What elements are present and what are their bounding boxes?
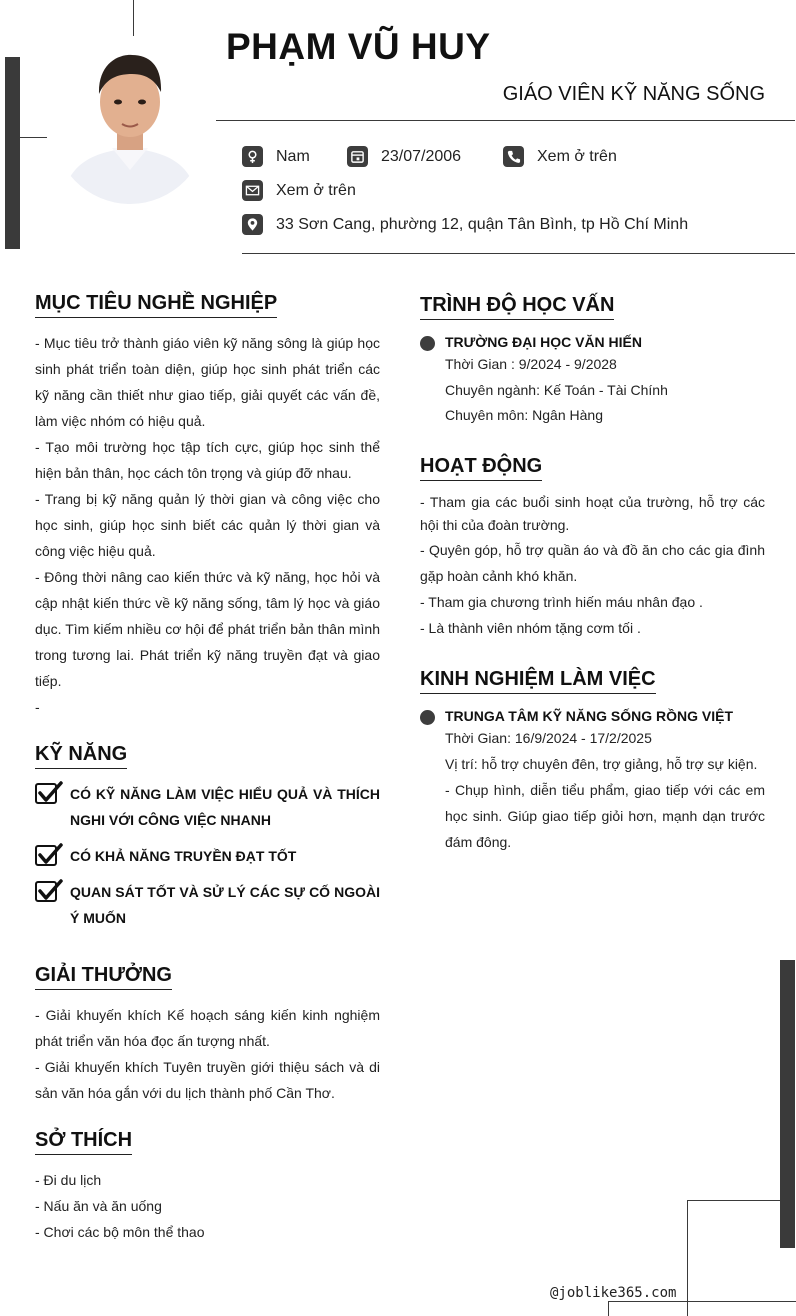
calendar-icon: [347, 146, 368, 167]
skill-text: QUAN SÁT TỐT VÀ SỬ LÝ CÁC SỰ CỐ NGOÀI Ý MUỐN: [70, 884, 380, 926]
job-title: GIÁO VIÊN KỸ NĂNG SỐNG: [502, 83, 765, 105]
contact-divider: [242, 253, 795, 254]
bottom-decor-box: [608, 1301, 796, 1316]
awards-title: GIẢI THƯỞNG: [35, 964, 172, 990]
address-value: 33 Sơn Cang, phường 12, quận Tân Bình, tp Hồ Chí Minh: [276, 215, 689, 233]
hobby-line: - Đi du lịch: [35, 1172, 102, 1188]
left-decor-bar: [5, 57, 20, 249]
skill-item: [35, 879, 380, 931]
checkbox-checked-icon: [35, 843, 63, 867]
watermark-text: @joblike365.com: [550, 1285, 677, 1301]
right-decor-bar: [780, 960, 795, 1248]
gender-icon: [242, 146, 263, 167]
objective-text: [35, 330, 380, 720]
education-entry: [445, 332, 765, 429]
gender-value: Nam: [276, 147, 310, 165]
education-time: Thời Gian : 9/2024 - 9/2028: [445, 356, 617, 372]
timeline-dot-icon: [420, 710, 435, 725]
hobbies-text: [35, 1167, 380, 1245]
left-decor-line: [20, 137, 47, 138]
skills-title: KỸ NĂNG: [35, 743, 127, 769]
award-line: - Giải khuyến khích Tuyên truyền giới thiệu sách và di sản văn hóa gắn với du lịch thành phố Cần Thơ.: [35, 1059, 380, 1101]
experience-entry: [445, 706, 765, 855]
experience-title: KINH NGHIỆM LÀM VIỆC: [420, 668, 656, 694]
education-major: Chuyên ngành: Kế Toán - Tài Chính: [445, 381, 668, 398]
awards-text: [35, 1002, 380, 1106]
location-pin-icon: [242, 214, 263, 235]
activity-line: - Là thành viên nhóm tặng cơm tối .: [420, 620, 641, 636]
header-divider: [216, 120, 795, 121]
education-specialization: Chuyên môn: Ngân Hàng: [445, 407, 603, 423]
contact-address: [242, 214, 688, 235]
contact-gender: [242, 146, 310, 167]
candidate-name: PHẠM VŨ HUY: [226, 26, 491, 67]
phone-value: Xem ở trên: [537, 147, 617, 165]
top-decor-line: [133, 0, 134, 36]
skill-item: [35, 781, 380, 833]
corner-decor-box: [687, 1200, 781, 1316]
skill-text: CÓ KỸ NĂNG LÀM VIỆC HIỂU QUẢ VÀ THÍCH NGHI VỚI CÔNG VIỆC NHANH: [70, 786, 380, 828]
objective-line: - Trang bị kỹ năng quản lý thời gian và công việc cho học sinh, giúp học sinh biết các quản lý thời gian và công việc hiệu quả.: [35, 491, 380, 559]
contact-email: [242, 180, 356, 201]
skill-item: [35, 843, 380, 869]
timeline-dot-icon: [420, 336, 435, 351]
objective-line: - Tạo môi trường học tập tích cực, giúp học sinh thể hiện bản thân, học cách tôn trọng và giúp đỡ nhau.: [35, 439, 380, 481]
objective-line: -: [35, 699, 40, 715]
activity-line: - Quyên góp, hỗ trợ quần áo và đồ ăn cho các gia đình gặp hoàn cảnh khó khăn.: [420, 542, 765, 584]
activity-line: - Tham gia chương trình hiến máu nhân đạo .: [420, 594, 703, 610]
award-line: - Giải khuyến khích Kế hoạch sáng kiến kinh nghiệm phát triển văn hóa đọc ấn tượng nhất.: [35, 1007, 380, 1049]
school-name: TRƯỜNG ĐẠI HỌC VĂN HIẾN: [445, 334, 643, 350]
contact-phone: [503, 146, 617, 167]
profile-photo: [52, 44, 208, 204]
education-title: TRÌNH ĐỘ HỌC VẤN: [420, 294, 614, 320]
hobby-line: - Chơi các bộ môn thể thao: [35, 1224, 205, 1240]
phone-icon: [503, 146, 524, 167]
birthdate-value: 23/07/2006: [381, 147, 462, 165]
company-name: TRUNGA TÂM KỸ NĂNG SỐNG RỒNG VIỆT: [445, 708, 734, 724]
activities-text: [420, 491, 765, 641]
objective-line: - Đông thời nâng cao kiến thức và kỹ năng, học hỏi và cập nhật kiến thức về kỹ năng sống, tâm lý học và giáo dục. Tìm kiếm nhiều cơ hội để phát triển bản thân mình trong tương lai. Phát triển kỹ năng truyền đạt và giao tiếp.: [35, 569, 380, 689]
activity-line: - Tham gia các buổi sinh hoạt của trường, hỗ trợ các hội thi của đoàn trường.: [420, 494, 765, 533]
experience-time: Thời Gian: 16/9/2024 - 17/2/2025: [445, 730, 652, 746]
activities-title: HOẠT ĐỘNG: [420, 455, 542, 481]
checkbox-checked-icon: [35, 781, 63, 805]
hobbies-title: SỞ THÍCH: [35, 1129, 132, 1155]
checkbox-checked-icon: [35, 879, 63, 903]
experience-position: Vị trí: hỗ trợ chuyên đên, trợ giảng, hỗ trợ sự kiện.: [445, 755, 758, 772]
hobby-line: - Nấu ăn và ăn uống: [35, 1198, 162, 1214]
contact-birthdate: [347, 146, 461, 167]
experience-detail: - Chụp hình, diễn tiểu phẩm, giao tiếp với các em học sinh. Giúp giao tiếp giỏi hơn, mạnh dạn trước đám đông.: [445, 782, 765, 850]
email-value: Xem ở trên: [276, 181, 356, 199]
email-icon: [242, 180, 263, 201]
skill-text: CÓ KHẢ NĂNG TRUYỀN ĐẠT TỐT: [70, 848, 297, 864]
objective-title: MỤC TIÊU NGHỀ NGHIỆP: [35, 292, 277, 318]
objective-line: - Mục tiêu trở thành giáo viên kỹ năng sông là giúp học sinh phát triển toàn diện, giúp học sinh phát triển các kỹ năng cần thiết như giao tiếp, giải quyết các vấn đề, làm việc nhóm có hiệu quả.: [35, 335, 380, 429]
